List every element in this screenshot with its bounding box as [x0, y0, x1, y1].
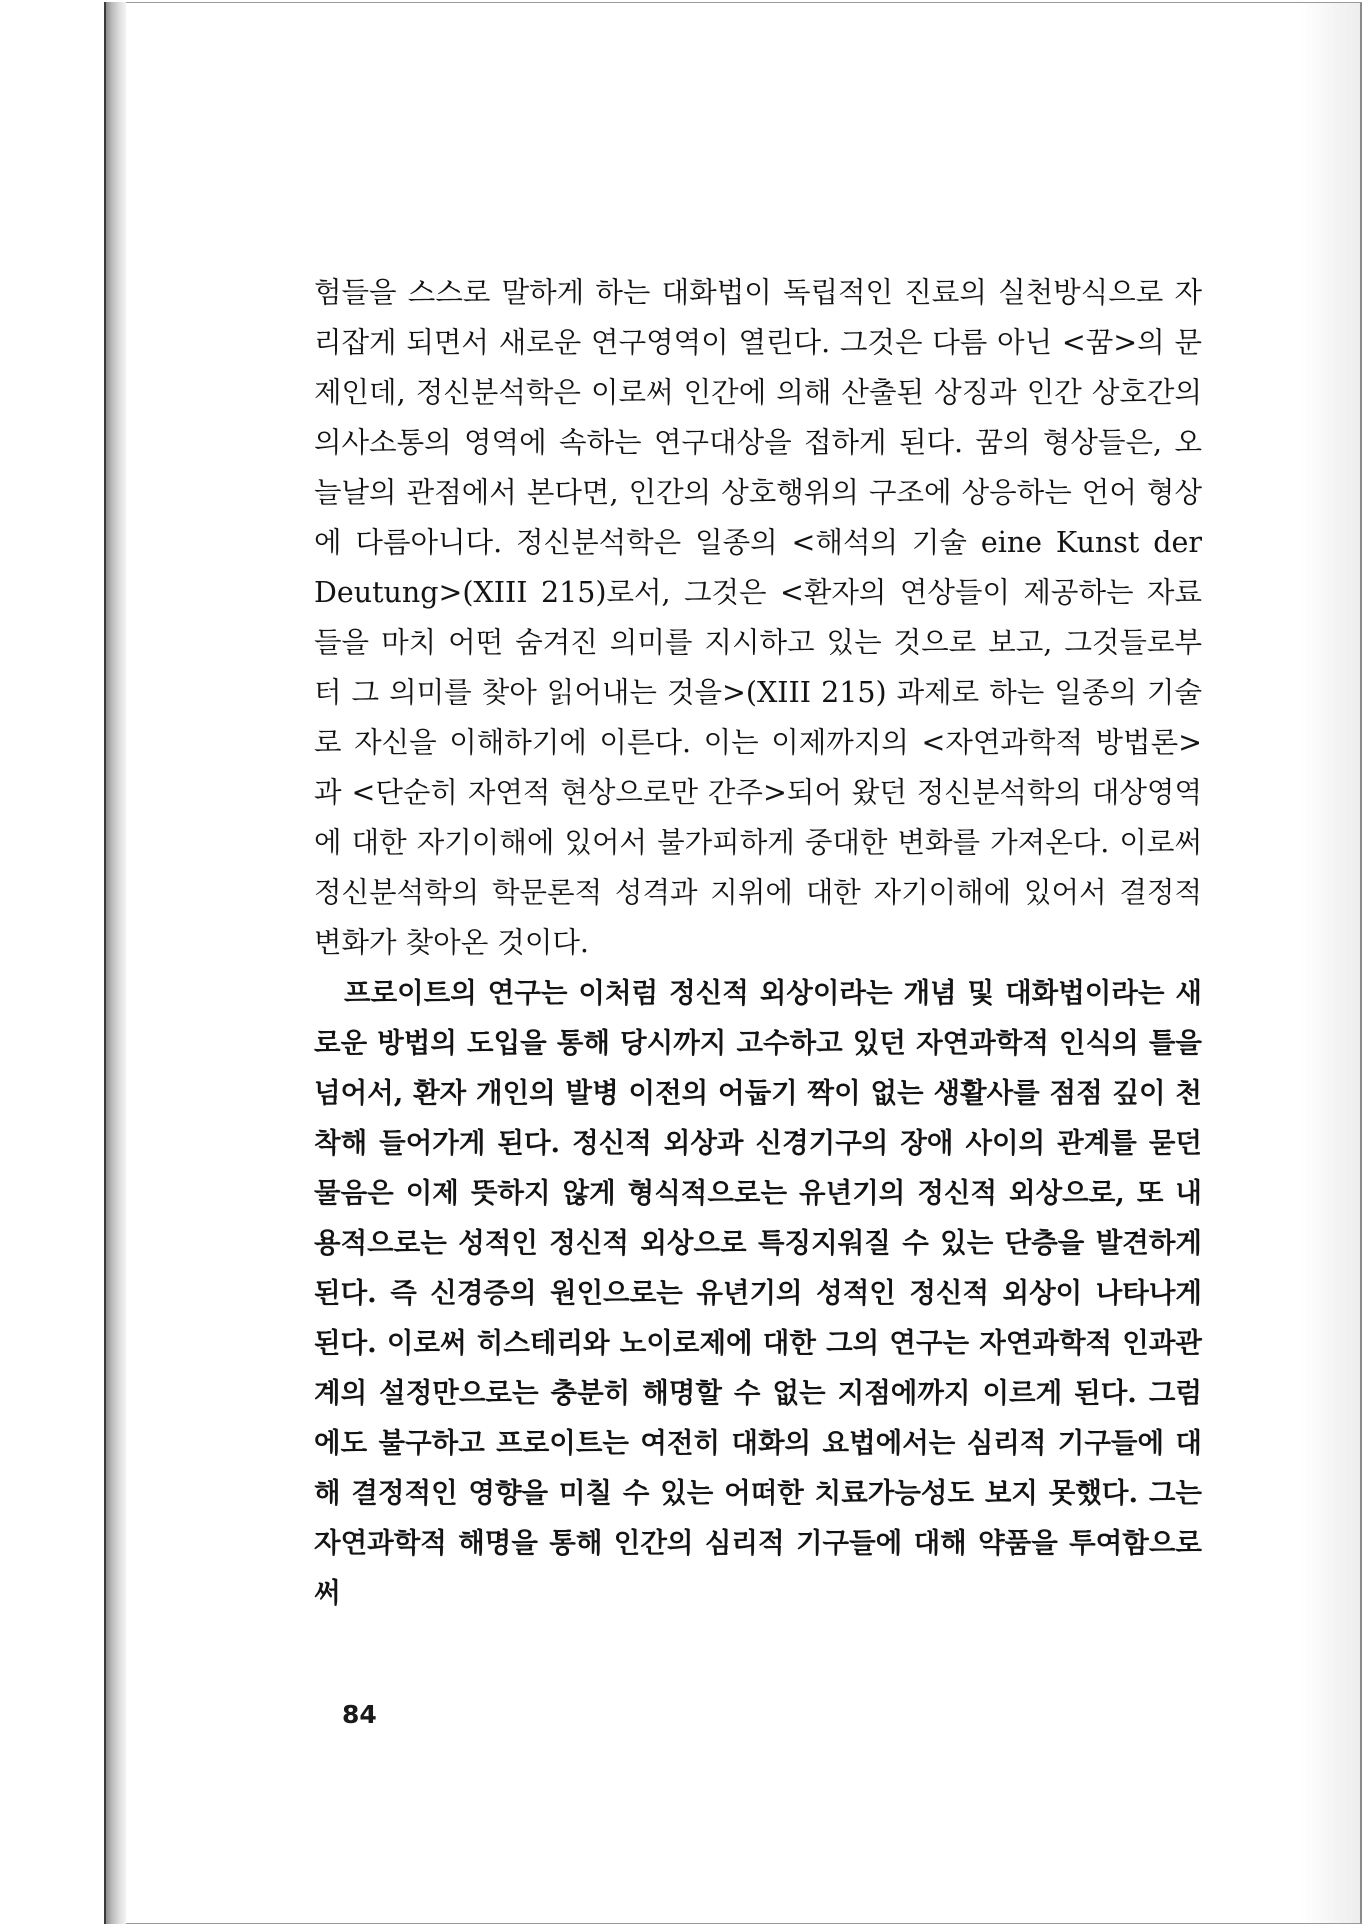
- page-edge-shading: [1300, 3, 1360, 1923]
- book-spine-shadow: [104, 2, 126, 1924]
- paragraph: 프로이트의 연구는 이처럼 정신적 외상이라는 개념 및 대화법이라는 새로운 방법의 도입을 통해 당시까지 고수하고 있던 자연과학적 인식의 틀을 넘어서, 환자 개인의 발병 이전의 어둡기 짝이 없는 생활사를 점점 깊이 천착해 들어가게 된다. 정신적 외상과 신경기구의 장애 사이의 관계를 묻던 물음은 이제 뜻하지 않게 형식적으로는 유년기의 정신적 외상으로, 또 내용적으로는 성적인 정신적 외상으로 특징지워질 수 있는 단층을 발견하게 된다. 즉 신경증의 원인으로는 유년기의 성적인 정신적 외상이 나타나게 된다. 이로써 히스테리와 노이로제에 대한 그의 연구는 자연과학적 인과관계의 설정만으로는 충분히 해명할 수 없는 지점에까지 이르게 된다. 그럼에도 불구하고 프로이트는 여전히 대화의 요법에서는 심리적 기구들에 대해 결정적인 영향을 미칠 수 있는 어떠한 치료가능성도 보지 못했다. 그는 자연과학적 해명을 통해 인간의 심리적 기구들에 대해 약품을 투여함으로써: [314, 977, 1202, 1609]
- body-text: [314, 268, 1202, 1618]
- paragraph: 험들을 스스로 말하게 하는 대화법이 독립적인 진료의 실천방식으로 자리잡게 되면서 새로운 연구영역이 열린다. 그것은 다름 아닌 <꿈>의 문제인데, 정신분석학은 이로써 인간에 의해 산출된 상징과 인간 상호간의 의사소통의 영역에 속하는 연구대상을 접하게 된다. 꿈의 형상들은, 오늘날의 관점에서 본다면, 인간의 상호행위의 구조에 상응하는 언어 형상에 다름아니다. 정신분석학은 일종의 <해석의 기술 eine Kunst der Deutung>(XIII 215)로서, 그것은 <환자의 연상들이 제공하는 자료들을 마치 어떤 숨겨진 의미를 지시하고 있는 것으로 보고, 그것들로부터 그 의미를 찾아 읽어내는 것을>(XIII 215) 과제로 하는 일종의 기술로 자신을 이해하기에 이른다. 이는 이제까지의 <자연과학적 방법론>과 <단순히 자연적 현상으로만 간주>되어 왔던 정신분석학의 대상영역에 대한 자기이해에 있어서 불가피하게 중대한 변화를 가져온다. 이로써 정신분석학의 학문론적 성격과 지위에 대한 자기이해에 있어서 결정적 변화가 찾아온 것이다.: [314, 276, 1202, 959]
- page-number: 84: [342, 1700, 377, 1729]
- book-spine-edge: [104, 2, 106, 1924]
